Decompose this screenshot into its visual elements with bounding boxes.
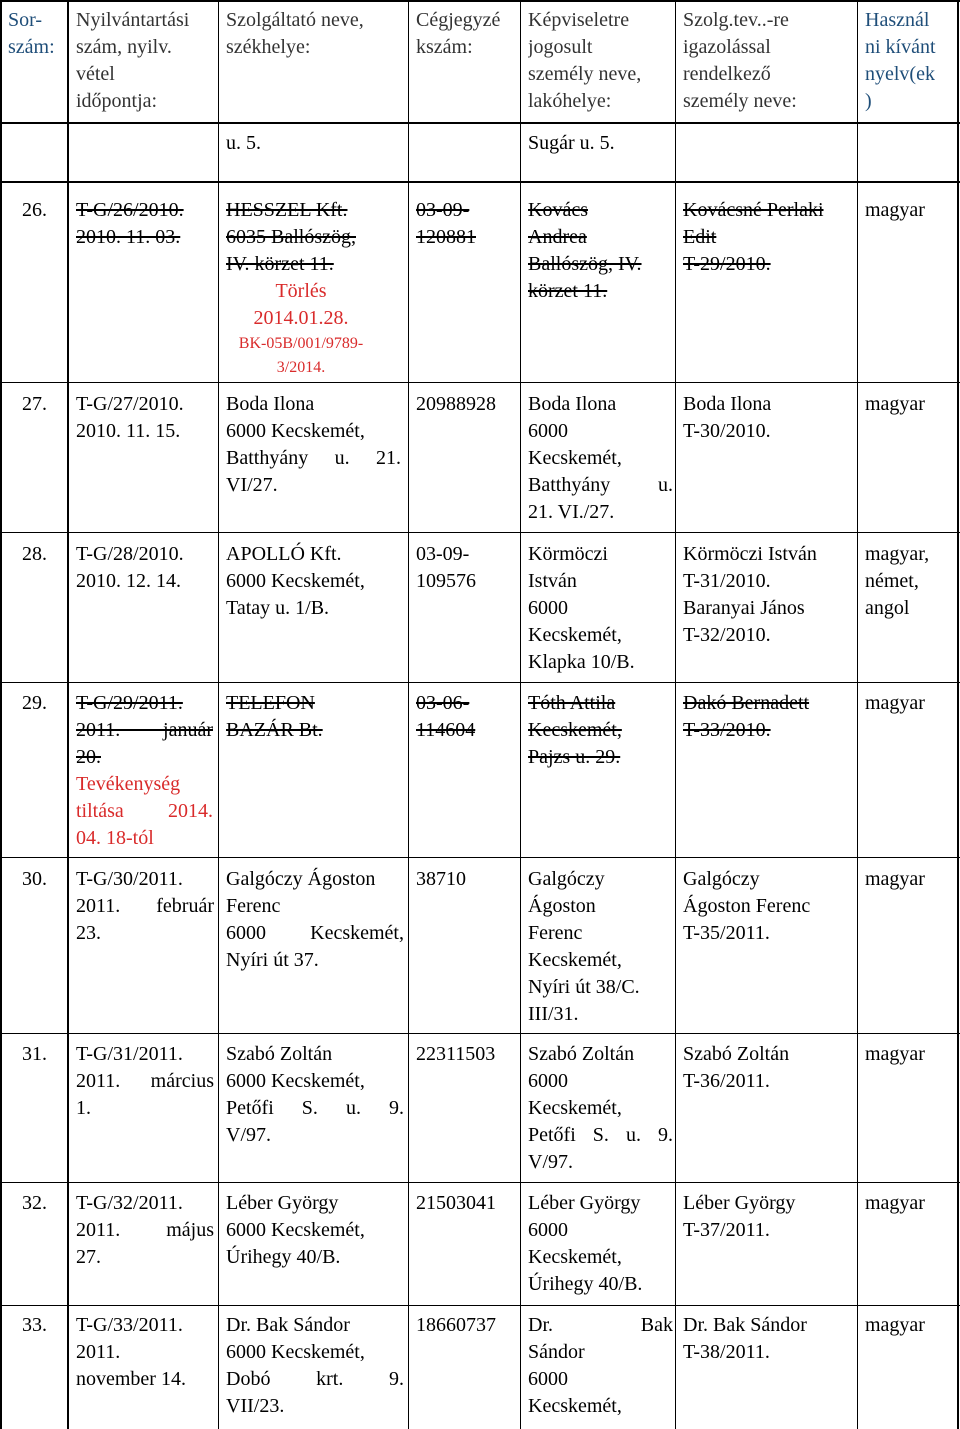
certified-line: T-37/2011. — [683, 1219, 770, 1241]
header-language — [865, 7, 955, 115]
row-28-certified — [683, 541, 855, 649]
row-29-number — [22, 690, 66, 717]
representative-line: 6000 — [528, 420, 568, 442]
representative-line: Úrihegy 40/B. — [528, 1273, 643, 1295]
header-text: Szolgáltató neve, — [226, 9, 364, 31]
representative-line: Tóth Attila — [528, 692, 616, 714]
row-26-company-id — [416, 197, 516, 251]
row-33-company-id — [416, 1312, 516, 1339]
provider-address: 6000 Kecskemét, — [226, 570, 365, 592]
row-number: 28. — [22, 543, 47, 565]
table-border-left — [0, 0, 2, 1429]
row-27-language — [865, 391, 955, 418]
header-text: nyelv(ek — [865, 63, 935, 85]
representative-line: Petőfi S. u. 9. — [528, 1124, 673, 1146]
representative-line: Ferenc — [528, 922, 583, 944]
row-33-registration — [76, 1312, 214, 1393]
header-text: igazolással — [683, 36, 771, 58]
row-29-provider — [226, 690, 406, 744]
provider-name: BAZÁR Bt. — [226, 719, 323, 741]
row-32-representative — [528, 1190, 673, 1298]
provider-address: 6000 Kecskemét, — [226, 420, 365, 442]
row-33-certified — [683, 1312, 855, 1366]
provider-address: IV. körzet 11. — [226, 253, 334, 275]
row-29-certified — [683, 690, 855, 744]
deletion-note: Törlés — [275, 280, 327, 302]
header-registration — [76, 7, 216, 115]
header-text: jogosult — [528, 36, 593, 58]
column-divider — [675, 0, 676, 1429]
company-id: 03-06- — [416, 692, 470, 714]
row-33-provider — [226, 1312, 404, 1420]
certified-line: Boda Ilona — [683, 393, 772, 415]
certified-line: Szabó Zoltán — [683, 1043, 790, 1065]
representative-line: Kecskemét, — [528, 1395, 622, 1417]
registration-number: T-G/28/2010. — [76, 543, 184, 565]
language: magyar — [865, 199, 925, 221]
row-number: 30. — [22, 868, 47, 890]
row-divider — [0, 181, 960, 183]
representative-line: Kovács — [528, 199, 588, 221]
row-33-number — [22, 1312, 66, 1339]
registration-number: T-G/27/2010. — [76, 393, 184, 415]
header-representative — [528, 7, 673, 115]
header-text: szám: — [8, 36, 55, 58]
certified-line: T-36/2011. — [683, 1070, 770, 1092]
row-number: 27. — [22, 393, 47, 415]
representative-line: Boda Ilona — [528, 393, 617, 415]
header-text: ) — [865, 90, 872, 112]
representative-line: Ballószög, IV. — [528, 253, 642, 275]
row-27-registration — [76, 391, 208, 445]
column-divider — [520, 0, 521, 1429]
row-number: 29. — [22, 692, 47, 714]
row-divider — [0, 1033, 960, 1034]
registration-date: 2011. január — [76, 719, 213, 741]
provider-name: Galgóczy Ágoston — [226, 868, 376, 890]
provider-address: Batthyány u. 21. — [226, 447, 401, 469]
provider-address: 6000 Kecskemét, — [226, 1070, 365, 1092]
row-31-registration — [76, 1041, 214, 1122]
provider-name: Boda Ilona — [226, 393, 315, 415]
language: magyar — [865, 1192, 925, 1214]
representative-line: Nyíri út 38/C. — [528, 976, 640, 998]
representative-line: Körmöczi — [528, 543, 608, 565]
representative-line: Klapka 10/B. — [528, 651, 635, 673]
deletion-reference: 3/2014. — [276, 359, 326, 376]
row-31-number — [22, 1041, 66, 1068]
header-row-number — [8, 7, 66, 61]
representative-line: Ágoston — [528, 895, 596, 917]
registration-number: T-G/31/2011. — [76, 1043, 183, 1065]
representative-line: V/97. — [528, 1151, 573, 1173]
company-id: 03-09- — [416, 543, 470, 565]
row-31-certified — [683, 1041, 855, 1095]
company-id: 22311503 — [416, 1043, 496, 1065]
continuation-provider — [226, 130, 406, 157]
company-id: 38710 — [416, 868, 466, 890]
company-id: 21503041 — [416, 1192, 496, 1214]
row-29-representative — [528, 690, 673, 771]
provider-address: Petőfi S. u. 9. — [226, 1097, 404, 1119]
language: magyar — [865, 868, 925, 890]
row-26-number — [22, 197, 66, 224]
representative-line: István — [528, 570, 577, 592]
row-number: 33. — [22, 1314, 47, 1336]
registration-date: 2010. 11. 03. — [76, 226, 181, 248]
row-30-representative — [528, 866, 673, 1028]
provider-address: 6035 Ballószög, — [226, 226, 356, 248]
representative-line: Kecskemét, — [528, 624, 622, 646]
row-32-number — [22, 1190, 66, 1217]
certified-line: Dakó Bernadett — [683, 692, 810, 714]
language: magyar, — [865, 543, 930, 565]
row-divider — [0, 122, 960, 124]
row-29-registration — [76, 690, 213, 852]
certified-line: T-32/2010. — [683, 624, 771, 646]
row-30-provider — [226, 866, 404, 974]
certified-line: T-33/2010. — [683, 719, 771, 741]
provider-name: Léber György — [226, 1192, 339, 1214]
provider-address: V/97. — [226, 1124, 271, 1146]
header-text: lakóhelye: — [528, 90, 612, 112]
row-32-registration — [76, 1190, 214, 1271]
deletion-reference: BK-05B/001/9789- — [238, 335, 364, 352]
registration-date: 2011. március — [76, 1070, 214, 1092]
continuation-text: u. 5. — [226, 132, 261, 154]
registration-date: 20. — [76, 746, 101, 768]
header-text: Szolg.tev..-re — [683, 9, 789, 31]
representative-line: 6000 — [528, 597, 568, 619]
row-31-language — [865, 1041, 955, 1068]
row-27-certified — [683, 391, 855, 445]
header-text: Nyilvántartási — [76, 9, 190, 31]
row-30-language — [865, 866, 955, 893]
header-text: személy neve: — [683, 90, 797, 112]
certified-line: T-38/2011. — [683, 1341, 770, 1363]
representative-line: Batthyány u. — [528, 474, 673, 496]
prohibition-note: Tevékenység — [76, 773, 181, 795]
row-30-registration — [76, 866, 214, 947]
row-32-provider — [226, 1190, 406, 1271]
provider-name: Dr. Bak Sándor — [226, 1314, 350, 1336]
continuation-representative — [528, 130, 673, 157]
row-divider — [0, 532, 960, 533]
language: német, — [865, 570, 919, 592]
registration-date: 23. — [76, 922, 101, 944]
language: magyar — [865, 393, 925, 415]
row-divider — [0, 382, 960, 383]
row-divider — [0, 1305, 960, 1306]
column-divider — [408, 0, 409, 1429]
provider-address: Nyíri út 37. — [226, 949, 319, 971]
registration-date: 2010. 11. 15. — [76, 420, 181, 442]
registration-number: T-G/30/2011. — [76, 868, 183, 890]
registration-date: 1. — [76, 1097, 91, 1119]
row-number: 26. — [22, 199, 47, 221]
row-32-company-id — [416, 1190, 516, 1217]
row-29-company-id — [416, 690, 516, 744]
provider-address: 6000 Kecskemét, — [226, 922, 404, 944]
header-text: Képviseletre — [528, 9, 630, 31]
representative-line: 21. VI./27. — [528, 501, 615, 523]
header-text: szám, nyilv. — [76, 36, 172, 58]
representative-line: Andrea — [528, 226, 587, 248]
registration-date: 2010. 12. 14. — [76, 570, 181, 592]
provider-name: Ferenc — [226, 895, 281, 917]
certified-line: T-29/2010. — [683, 253, 771, 275]
representative-line: Galgóczy — [528, 868, 605, 890]
row-26-language — [865, 197, 955, 224]
representative-line: 6000 — [528, 1368, 568, 1390]
certified-line: Ágoston Ferenc — [683, 895, 811, 917]
certified-line: Léber György — [683, 1192, 796, 1214]
header-text: ni kívánt — [865, 36, 936, 58]
header-text: székhelye: — [226, 36, 311, 58]
certified-line: T-30/2010. — [683, 420, 771, 442]
row-26-representative — [528, 197, 673, 305]
prohibition-note: tiltása 2014. — [76, 800, 213, 822]
representative-line: Sándor — [528, 1341, 585, 1363]
table-border-top — [0, 0, 960, 2]
row-32-language — [865, 1190, 955, 1217]
row-30-company-id — [416, 866, 516, 893]
header-text: Cégjegyzé — [416, 9, 501, 31]
certified-line: Körmöczi István — [683, 543, 817, 565]
provider-address: 6000 Kecskemét, — [226, 1341, 365, 1363]
row-27-representative — [528, 391, 673, 526]
registration-date: november 14. — [76, 1368, 186, 1390]
row-number: 31. — [22, 1043, 47, 1065]
provider-name: Szabó Zoltán — [226, 1043, 333, 1065]
row-divider — [0, 857, 960, 858]
provider-address: Úrihegy 40/B. — [226, 1246, 341, 1268]
header-text: Használ — [865, 9, 930, 31]
registration-number: T-G/33/2011. — [76, 1314, 183, 1336]
row-31-provider — [226, 1041, 404, 1149]
row-26-registration — [76, 197, 208, 251]
row-28-provider — [226, 541, 406, 622]
column-divider — [218, 0, 219, 1429]
column-divider — [67, 0, 69, 1429]
certified-line: T-35/2011. — [683, 922, 770, 944]
registration-number: T-G/32/2011. — [76, 1192, 183, 1214]
certified-line: Dr. Bak Sándor — [683, 1314, 807, 1336]
company-id: 18660737 — [416, 1314, 496, 1336]
language: magyar — [865, 1314, 925, 1336]
row-28-language — [865, 541, 955, 622]
row-31-company-id — [416, 1041, 516, 1068]
row-27-company-id — [416, 391, 516, 418]
representative-line: III/31. — [528, 1003, 579, 1025]
row-divider — [0, 682, 960, 683]
header-text: Sor- — [8, 9, 43, 31]
row-33-representative — [528, 1312, 673, 1420]
registration-date: 2011. — [76, 1341, 121, 1363]
row-26-certified — [683, 197, 855, 278]
row-number: 32. — [22, 1192, 47, 1214]
representative-line: 6000 — [528, 1219, 568, 1241]
representative-line: Kecskemét, — [528, 1246, 622, 1268]
header-company-id — [416, 7, 519, 61]
registration-date: 2011. május — [76, 1219, 214, 1241]
provider-name: HESSZEL Kft. — [226, 199, 348, 221]
language: magyar — [865, 692, 925, 714]
representative-line: Dr. Bak — [528, 1314, 673, 1336]
language: magyar — [865, 1043, 925, 1065]
row-33-language — [865, 1312, 955, 1339]
provider-address: VI/27. — [226, 474, 278, 496]
row-32-certified — [683, 1190, 855, 1244]
row-28-registration — [76, 541, 208, 595]
row-28-representative — [528, 541, 673, 676]
representative-line: Kecskemét, — [528, 949, 622, 971]
representative-line: Pajzs u. 29. — [528, 746, 621, 768]
provider-address: VII/23. — [226, 1395, 285, 1417]
row-divider — [0, 1182, 960, 1183]
row-31-representative — [528, 1041, 673, 1176]
column-divider — [857, 0, 858, 1429]
header-text: vétel — [76, 63, 115, 85]
row-28-number — [22, 541, 66, 568]
row-30-number — [22, 866, 66, 893]
representative-line: Léber György — [528, 1192, 641, 1214]
row-29-language — [865, 690, 955, 717]
certified-line: Edit — [683, 226, 717, 248]
header-text: személy neve, — [528, 63, 642, 85]
header-text: időpontja: — [76, 90, 158, 112]
representative-line: Kecskemét, — [528, 1097, 622, 1119]
representative-line: körzet 11. — [528, 280, 608, 302]
registration-number: T-G/29/2011. — [76, 692, 183, 714]
row-27-number — [22, 391, 66, 418]
registration-date: 27. — [76, 1246, 101, 1268]
representative-line: Kecskemét, — [528, 719, 622, 741]
company-id: 114604 — [416, 719, 476, 741]
provider-name: TELEFON — [226, 692, 315, 714]
deletion-date: 2014.01.28. — [253, 307, 349, 329]
row-27-provider — [226, 391, 401, 499]
company-id: 120881 — [416, 226, 476, 248]
provider-address: Dobó krt. 9. — [226, 1368, 404, 1390]
header-text: kszám: — [416, 36, 473, 58]
registration-date: 2011. február — [76, 895, 214, 917]
header-text: rendelkező — [683, 63, 771, 85]
provider-name: APOLLÓ Kft. — [226, 543, 342, 565]
header-provider — [226, 7, 406, 61]
certified-line: Galgóczy — [683, 868, 760, 890]
continuation-text: Sugár u. 5. — [528, 132, 615, 154]
prohibition-note: 04. 18-tól — [76, 827, 154, 849]
representative-line: 6000 — [528, 1070, 568, 1092]
company-id: 109576 — [416, 570, 476, 592]
representative-line: Kecskemét, — [528, 447, 622, 469]
header-certified — [683, 7, 855, 115]
registration-number: T-G/26/2010. — [76, 199, 184, 221]
certified-line: Baranyai János — [683, 597, 805, 619]
representative-line: Szabó Zoltán — [528, 1043, 635, 1065]
row-30-certified — [683, 866, 855, 947]
certified-line: T-31/2010. — [683, 570, 771, 592]
language: angol — [865, 597, 910, 619]
company-id: 20988928 — [416, 393, 496, 415]
table-border-right — [957, 0, 959, 1429]
company-id: 03-09- — [416, 199, 470, 221]
provider-address: 6000 Kecskemét, — [226, 1219, 365, 1241]
certified-line: Kovácsné Perlaki — [683, 199, 824, 221]
row-28-company-id — [416, 541, 516, 595]
row-26-provider — [226, 197, 406, 380]
provider-address: Tatay u. 1/B. — [226, 597, 330, 619]
